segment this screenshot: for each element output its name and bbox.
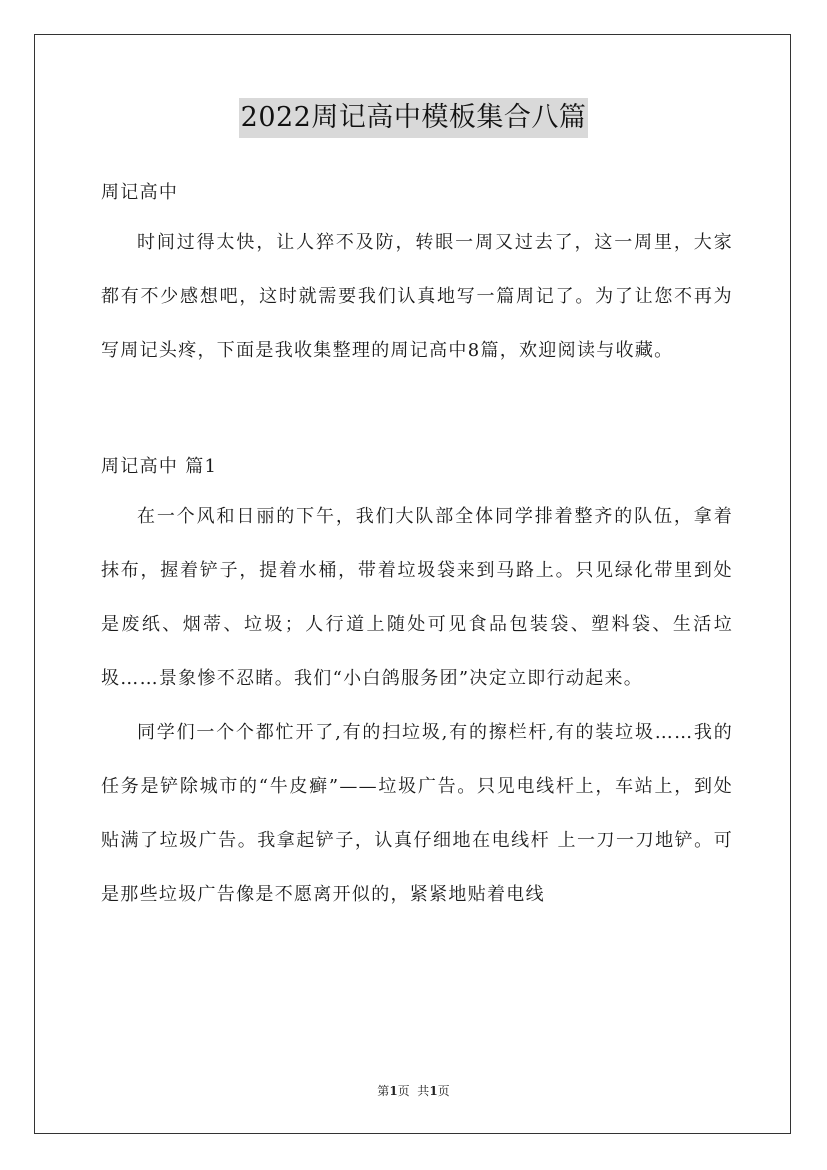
document-body (101, 170, 733, 922)
intro-paragraph: 时间过得太快，让人猝不及防，转眼一周又过去了，这一周里，大家都有不少感想吧，这时就需要我们认真地写一篇周记了。为了让您不再为写周记头疼，下面是我收集整理的周记高中8篇，欢迎阅读与收藏。 (101, 232, 733, 361)
footer-suffix: 页 (437, 1084, 450, 1098)
total-page-number: 1 (429, 1084, 438, 1098)
title-container (0, 98, 827, 138)
footer-prefix: 第 (377, 1084, 390, 1098)
intro-heading: 周记高中 (101, 182, 179, 203)
document-title: 2022周记高中模板集合八篇 (239, 98, 589, 138)
current-page-number: 1 (389, 1084, 398, 1098)
footer-mid: 页 共 (397, 1084, 430, 1098)
body-paragraph: 同学们一个个都忙开了,有的扫垃圾,有的擦栏杆,有的装垃圾……我的任务是铲除城市的“牛皮癣”——垃圾广告。只见电线杆上，车站上，到处贴满了垃圾广告。我拿起铲子，认真仔细地在电线杆 上一刀一刀地铲。可是那些垃圾广告像是不愿离开似的，紧紧地贴着电线 (101, 722, 733, 905)
section-heading: 周记高中 篇1 (101, 456, 218, 477)
page-footer (0, 1082, 827, 1099)
body-paragraph: 在一个风和日丽的下午，我们大队部全体同学排着整齐的队伍，拿着抹布，握着铲子，提着水桶，带着垃圾袋来到马路上。只见绿化带里到处是废纸、烟蒂、垃圾；人行道上随处可见食品包装袋、塑料袋、生活垃圾……景象惨不忍睹。我们“小白鸽服务团”决定立即行动起来。 (101, 506, 733, 689)
